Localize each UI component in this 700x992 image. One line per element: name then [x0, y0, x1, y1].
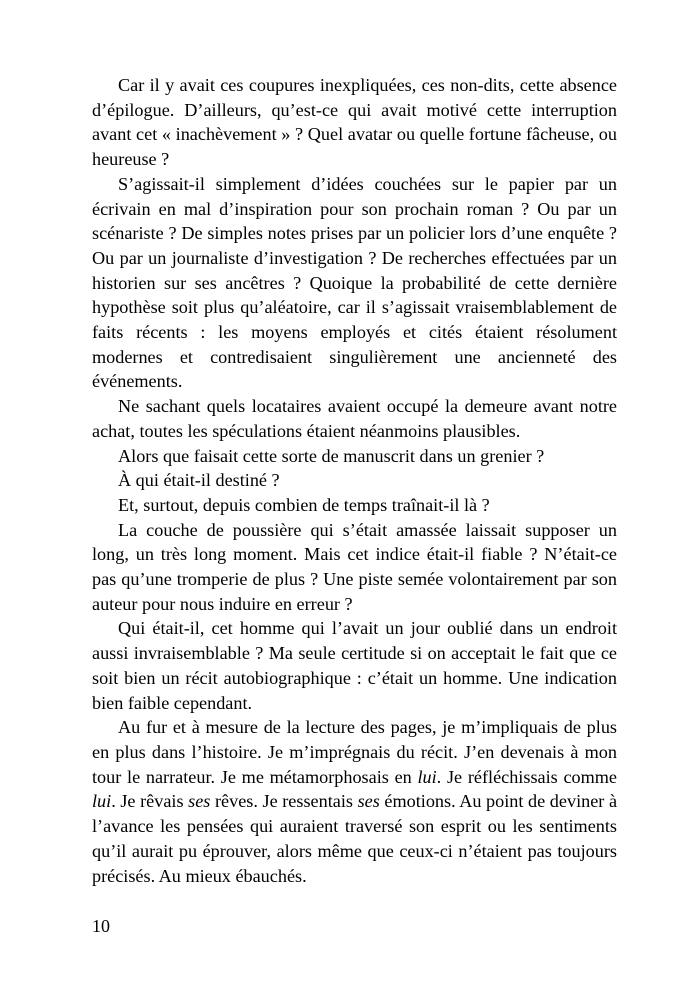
- italic-word: lui: [417, 766, 437, 787]
- italic-word: ses: [188, 791, 211, 812]
- paragraph-9-text: . Je rêvais: [111, 791, 189, 812]
- paragraph-9-text: Au fur et à mesure de la lecture des pages, je m’impliquais de plus en plus dans l’histoire. Je m’imprégnais du récit. J’en devenais à mon tour le narrateur. Je me métamorphosais en: [92, 717, 617, 787]
- paragraph-2: S’agissait-il simplement d’idées couchées sur le papier par un écrivain en mal d’inspiration pour son prochain roman ? Ou par un scénariste ? De simples notes prises par un policier lors d’une enquête ? Ou par un journaliste d’investigation ? De recherches effectuées par un historien sur ses ancêtres ? Quoique la probabilité de cette dernière hypothèse soit plus qu’aléatoire, car il s’agissait vraisemblablement de faits récents : les moyens employés et cités étaient résolument modernes et contredisaient singulièrement une ancienneté des événements.: [92, 173, 617, 392]
- paragraph-9-text: . Je réfléchissais comme: [436, 766, 617, 787]
- paragraph-5: À qui était-il destiné ?: [118, 470, 280, 491]
- page-number: 10: [92, 916, 110, 936]
- italic-word: lui: [92, 791, 112, 812]
- body-text: [92, 73, 617, 888]
- paragraph-6: Et, surtout, depuis combien de temps traînait-il là ?: [118, 494, 490, 515]
- paragraph-4: Alors que faisait cette sorte de manuscrit dans un grenier ?: [118, 445, 545, 466]
- paragraph-1: Car il y avait ces coupures inexpliquées, ces non-dits, cette absence d’épilogue. D’ailleurs, qu’est-ce qui avait motivé cette interruption avant cet « inachèvement » ? Quel avatar ou quelle fortune fâcheuse, ou heureuse ?: [92, 75, 617, 170]
- paragraph-3: Ne sachant quels locataires avaient occupé la demeure avant notre achat, toutes les spéculations étaient néanmoins plausibles.: [92, 396, 617, 441]
- italic-word: ses: [357, 791, 380, 812]
- paragraph-9-text: rêves. Je ressentais: [210, 791, 358, 812]
- paragraph-8: Qui était-il, cet homme qui l’avait un jour oublié dans un endroit aussi invraisemblable ? Ma seule certitude si on acceptait le fait que ce soit bien un récit autobiographique : c’était un homme. Une indication bien faible cependant.: [92, 618, 617, 713]
- paragraph-9: [92, 715, 617, 888]
- paragraph-7: La couche de poussière qui s’était amassée laissait supposer un long, un très long moment. Mais cet indice était-il fiable ? N’était-ce pas qu’une tromperie de plus ? Une piste semée volontairement par son auteur pour nous induire en erreur ?: [92, 519, 617, 614]
- paragraph-9-text: émotions. Au point de deviner à l’avance les pensées qui auraient traversé son esprit ou les sentiments qu’il aurait pu éprouver, alors même que ceux-ci n’étaient pas toujours précisés. Au mieux ébauchés.: [92, 791, 618, 886]
